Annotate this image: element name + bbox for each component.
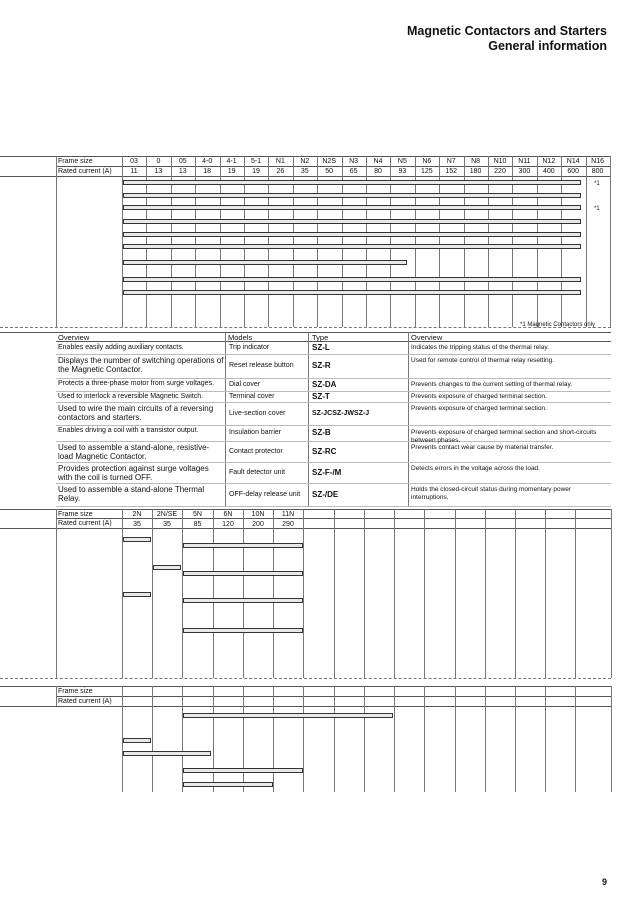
type-header: Type (312, 333, 329, 342)
accessory-overview: Protects a three-phase motor from surge voltages. (58, 380, 215, 387)
rated-current-cell: 125 (420, 168, 433, 175)
accessory-model: Trip indicator (229, 344, 270, 351)
rated-current-cell: 18 (203, 168, 212, 175)
frame-header: N10 (493, 158, 507, 165)
accessory-overview: Used to wire the main circuits of a reversing contactors and starters. (58, 404, 214, 422)
rated-current-cell: 35 (300, 168, 309, 175)
rated-current-cell: 13 (178, 168, 187, 175)
availability-bar (183, 768, 303, 773)
accessory-type: SZ-DA (312, 379, 337, 389)
accessory-overview: Displays the number of switching operations of the Magnetic Contactor. (58, 356, 224, 374)
frame-header: 0 (156, 158, 161, 165)
frame-header: N7 (446, 158, 456, 165)
rated-current-cell: 19 (227, 168, 236, 175)
overview2-header: Overview (411, 333, 443, 342)
rated-current-cell: 65 (349, 168, 358, 175)
frame-header: 2N (132, 511, 142, 518)
accessory-description: Prevents exposure of charged terminal section and short-circuits between phases. (411, 429, 597, 444)
frame-size-label: Frame size (58, 511, 93, 518)
frame-header: N14 (566, 158, 580, 165)
frame-header: N2 (300, 158, 310, 165)
frame-header: 4-1 (226, 158, 237, 165)
footnote: *1 Magnetic Contactors only (520, 322, 596, 328)
frame-header: N4 (373, 158, 383, 165)
availability-bar (123, 244, 581, 249)
rated-current-cell: 220 (494, 168, 506, 175)
accessory-description: Holds the closed-circuit status during momentary power interruptions. (411, 486, 572, 501)
rated-current-label: Rated current (A) (58, 520, 112, 527)
frame-header: 05 (178, 158, 187, 165)
frame-header: N8 (471, 158, 481, 165)
accessory-description: Detects errors in the voltage across the load. (411, 465, 540, 472)
note-marker: *1 (594, 206, 600, 212)
availability-bar (183, 598, 303, 603)
frame-size-label: Frame size (58, 688, 93, 695)
rated-current-cell: 35 (163, 521, 171, 528)
accessory-overview: Provides protection against surge voltages with the coil is turned OFF. (58, 464, 209, 482)
rated-current-cell: 800 (591, 168, 604, 175)
rated-current-cell: 290 (282, 521, 294, 528)
accessory-description: Indicates the tripping status of the thermal relay. (411, 344, 549, 351)
rated-current-cell: 400 (542, 168, 555, 175)
title-line-2: General information (488, 39, 607, 53)
frame-header: 10N (251, 511, 265, 518)
models-header: Models (228, 333, 253, 342)
accessory-type: SZ-B (312, 428, 331, 437)
frame-size-label: Frame size (58, 158, 93, 165)
frame-header: 6N (223, 511, 233, 518)
availability-bar (123, 277, 581, 282)
frame-header: N16 (591, 158, 605, 165)
accessory-overview: Used to interlock a reversible Magnetic Switch. (58, 393, 204, 400)
availability-bar (123, 205, 581, 210)
availability-bar (183, 628, 303, 633)
availability-bar (183, 782, 273, 787)
accessory-type: SZ-RC (312, 446, 337, 456)
accessory-model: Contact protector (229, 447, 283, 455)
accessory-model: Terminal cover (229, 392, 275, 400)
accessory-type: SZ-/DE (312, 489, 339, 499)
frame-header: N5 (397, 158, 407, 165)
accessory-model: OFF-delay release unit (229, 490, 301, 498)
accessory-model: Insulation barrier (229, 429, 282, 436)
availability-bar (183, 571, 303, 576)
rated-current-label: Rated current (A) (58, 698, 112, 705)
accessory-type: SZ-R (312, 361, 331, 370)
page-number: 9 (601, 877, 607, 887)
availability-bar (123, 232, 581, 237)
accessory-description: Prevents exposure of charged terminal section. (411, 392, 547, 400)
accessory-model: Dial cover (229, 380, 261, 388)
frame-header: 5N (193, 511, 202, 518)
rated-current-cell: 11 (130, 168, 138, 175)
rated-current-cell: 80 (374, 168, 382, 175)
frame-header: 5-1 (250, 158, 262, 165)
availability-bar (123, 219, 581, 224)
availability-bar (183, 713, 393, 718)
rated-current-cell: 26 (276, 168, 285, 175)
accessory-overview: Enables driving a coil with a transistor output. (58, 427, 199, 434)
accessory-description: Used for remote control of thermal relay resetting. (411, 357, 555, 364)
rated-current-cell: 300 (518, 168, 531, 175)
availability-bar (123, 751, 211, 756)
availability-bar (123, 592, 151, 597)
accessory-overview: Used to assemble a stand-alone Thermal Relay. (58, 485, 205, 503)
rated-current-cell: 50 (325, 168, 334, 175)
accessory-description: Prevents exposure of charged terminal section. (411, 405, 547, 412)
note-marker: *1 (594, 181, 600, 187)
rated-current-cell: 93 (398, 168, 407, 175)
rated-current-cell: 35 (133, 521, 141, 528)
accessory-type: SZ-F-/M (312, 467, 342, 477)
frame-header: 11N (281, 511, 295, 518)
rated-current-cell: 120 (222, 521, 234, 528)
rated-current-label: Rated current (A) (58, 168, 112, 175)
accessory-description: Prevents contact wear cause by material transfer. (411, 444, 554, 451)
accessory-overview: Used to assemble a stand-alone, resistive-load Magnetic Contactor. (58, 443, 210, 461)
availability-bar (123, 260, 407, 265)
overview-header: Overview (58, 333, 90, 342)
frame-header: N6 (422, 158, 432, 165)
availability-bar (123, 290, 581, 295)
accessory-overview: Enables easily adding auxiliary contacts. (58, 344, 184, 351)
accessory-model: Fault detector unit (229, 468, 286, 476)
rated-current-cell: 19 (252, 168, 260, 175)
accessory-type: SZ-T (312, 391, 330, 401)
page-title (407, 24, 607, 54)
frame-header: N3 (349, 158, 359, 165)
frame-header: 03 (130, 158, 138, 165)
frame-header: N12 (542, 158, 556, 165)
rated-current-cell: 13 (154, 168, 163, 175)
frame-header: N11 (518, 158, 531, 165)
rated-current-cell: 152 (445, 168, 458, 175)
availability-bar (123, 180, 581, 185)
availability-bar (183, 543, 303, 548)
availability-bar (123, 537, 151, 542)
rated-current-cell: 200 (252, 521, 264, 528)
accessory-type: SZ-JCSZ-JWSZ-J (312, 409, 370, 417)
availability-bar (123, 193, 581, 198)
availability-bar (123, 738, 151, 743)
rated-current-cell: 180 (469, 168, 482, 175)
rated-current-cell: 85 (193, 521, 202, 528)
frame-header: N1 (275, 158, 285, 165)
availability-bar (153, 565, 181, 570)
accessory-type: SZ-L (312, 343, 330, 352)
title-line-1: Magnetic Contactors and Starters (406, 24, 607, 38)
frame-header: N2S (322, 158, 336, 165)
accessory-model: Reset release button (229, 362, 294, 369)
frame-header: 4-0 (202, 158, 213, 165)
accessory-description: Prevents changes to the current setting of thermal relay. (411, 380, 573, 388)
accessory-model: Live-section cover (229, 409, 286, 417)
rated-current-cell: 600 (567, 168, 580, 175)
frame-header: 2N/SE (156, 511, 178, 518)
